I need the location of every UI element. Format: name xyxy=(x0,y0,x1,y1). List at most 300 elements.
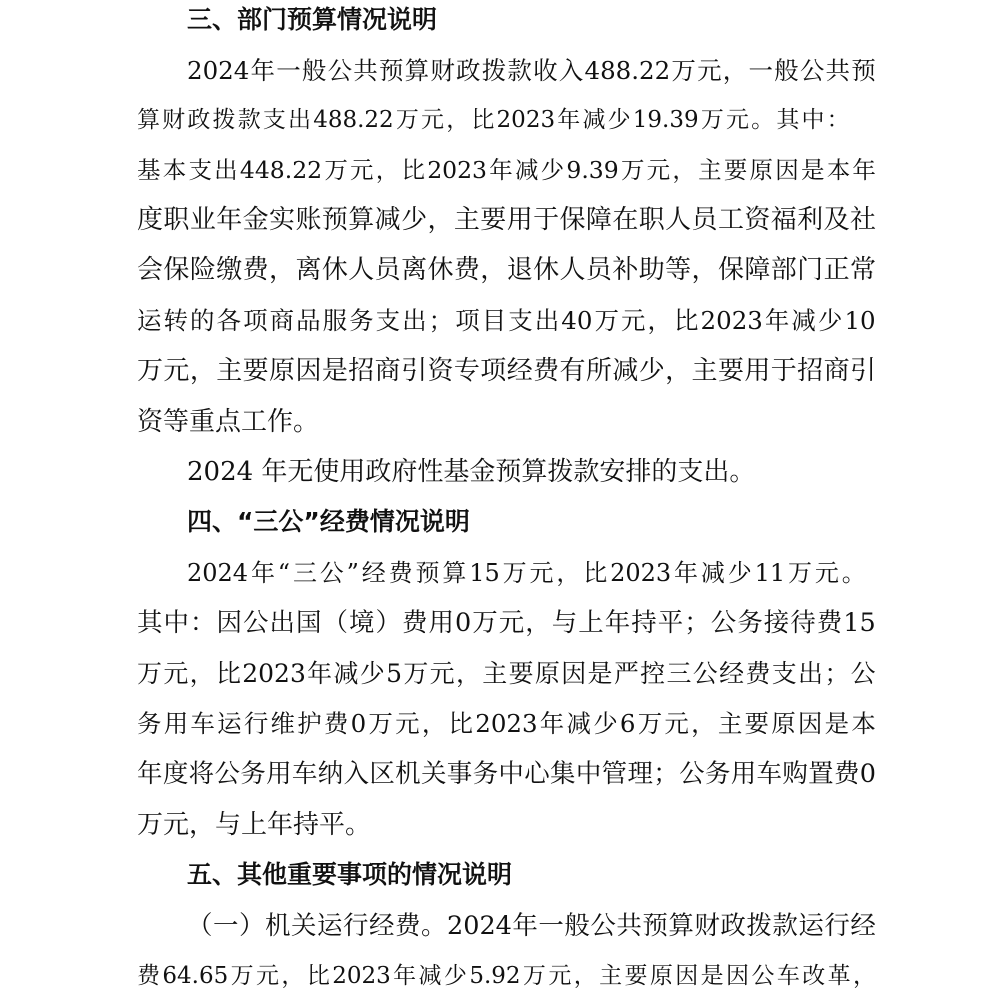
glyph: 主 xyxy=(482,659,508,688)
glyph: 财 xyxy=(694,911,720,941)
glyph: 2023 xyxy=(610,559,672,587)
glyph: “ xyxy=(277,559,291,587)
glyph: 平 xyxy=(657,608,684,638)
glyph: 改 xyxy=(802,963,826,989)
line-text xyxy=(137,100,850,140)
glyph: 算 xyxy=(348,205,375,235)
glyph: 度 xyxy=(137,205,164,235)
glyph: 年 xyxy=(216,205,243,235)
line-text xyxy=(187,906,876,946)
line-text xyxy=(187,51,876,91)
paragraph-line xyxy=(187,51,876,91)
glyph: 公 xyxy=(327,56,353,85)
glyph: 9.39 xyxy=(566,156,619,184)
glyph: 预 xyxy=(851,56,876,85)
paragraph-line xyxy=(137,301,876,341)
glyph: 比 xyxy=(401,156,425,184)
glyph: 因 xyxy=(561,659,587,688)
glyph: 区 xyxy=(369,759,395,789)
glyph: 本 xyxy=(851,709,876,738)
glyph: 元 xyxy=(395,709,420,738)
glyph: 是 xyxy=(824,709,850,738)
glyph: 出 xyxy=(269,608,296,638)
glyph: 用 xyxy=(163,709,189,738)
glyph: ， xyxy=(647,306,672,335)
glyph: 务 xyxy=(349,306,374,335)
section-heading-4 xyxy=(187,502,470,542)
glyph: 算 xyxy=(442,559,467,587)
glyph: 服 xyxy=(322,306,348,335)
glyph: ， xyxy=(722,56,748,85)
glyph: 心 xyxy=(524,759,550,789)
glyph: 少 xyxy=(401,205,428,235)
glyph: 行 xyxy=(343,911,369,941)
glyph: ， xyxy=(691,709,716,738)
glyph: 减 xyxy=(566,709,591,738)
glyph: 部 xyxy=(770,255,797,285)
glyph: 保 xyxy=(163,255,190,285)
glyph: 元 xyxy=(664,709,689,738)
glyph: 预 xyxy=(642,911,668,941)
glyph: 保 xyxy=(559,205,586,235)
paragraph-line xyxy=(137,351,876,391)
glyph: （ xyxy=(187,911,213,941)
glyph: 2024 xyxy=(187,559,249,587)
glyph: 15 xyxy=(469,559,500,587)
glyph: 万 xyxy=(472,608,498,638)
glyph: 年 xyxy=(604,608,631,638)
glyph: 比 xyxy=(448,709,474,738)
line-text xyxy=(137,200,876,240)
glyph: 年 xyxy=(393,963,417,989)
glyph: 置 xyxy=(808,759,834,789)
glyph: 比 xyxy=(215,659,241,688)
glyph: ， xyxy=(480,255,507,285)
glyph: 元 xyxy=(421,107,445,133)
glyph: 费 xyxy=(242,255,269,285)
glyph: 会 xyxy=(137,255,164,285)
glyph: 费 xyxy=(745,659,771,688)
glyph: 元 xyxy=(620,306,646,335)
glyph: 务 xyxy=(137,709,162,738)
glyph: 算 xyxy=(668,911,694,941)
line-text xyxy=(137,654,876,694)
glyph: ； xyxy=(684,608,710,638)
glyph: 2023 xyxy=(496,107,556,133)
line-text xyxy=(137,250,876,290)
glyph: 2023 xyxy=(332,963,391,989)
glyph: 接 xyxy=(763,608,790,638)
glyph: 车 xyxy=(291,759,318,789)
glyph: 费 xyxy=(533,356,560,386)
glyph: 休 xyxy=(533,255,560,285)
glyph: 正 xyxy=(823,255,850,285)
glyph: 用 xyxy=(506,205,533,235)
glyph: 拨 xyxy=(746,911,772,941)
glyph: 要 xyxy=(723,156,748,184)
glyph: 各 xyxy=(216,306,242,335)
glyph: 招 xyxy=(348,356,375,386)
glyph: 门 xyxy=(797,255,824,285)
glyph: 是 xyxy=(587,659,613,688)
glyph: 费 xyxy=(816,608,843,638)
glyph: 0 xyxy=(455,608,472,638)
glyph: 19.39 xyxy=(632,107,699,133)
glyph: 保 xyxy=(717,255,744,285)
line-text xyxy=(137,150,876,190)
glyph: 费 xyxy=(388,559,413,587)
glyph: 基 xyxy=(137,156,161,184)
glyph: 障 xyxy=(744,255,771,285)
glyph: ， xyxy=(421,709,447,738)
glyph: 年 xyxy=(852,156,876,184)
glyph: 金 xyxy=(242,205,269,235)
glyph: 原 xyxy=(269,356,296,386)
glyph: 商 xyxy=(269,306,295,335)
glyph: 减 xyxy=(418,963,442,989)
glyph: 账 xyxy=(295,205,322,235)
glyph: 万 xyxy=(368,709,393,738)
glyph: 控 xyxy=(640,659,666,688)
glyph: 年 xyxy=(489,156,513,184)
glyph: ） xyxy=(239,911,265,941)
glyph: 运 xyxy=(317,911,343,941)
glyph: 运 xyxy=(217,709,242,738)
glyph: 资 xyxy=(744,205,771,235)
glyph: 项 xyxy=(480,356,507,386)
glyph: 一 xyxy=(748,56,773,85)
glyph: 实 xyxy=(269,205,296,235)
glyph: 其 xyxy=(776,107,800,133)
glyph: 务 xyxy=(240,759,266,789)
glyph: ， xyxy=(556,559,581,587)
glyph: 员 xyxy=(374,255,401,285)
glyph: 与 xyxy=(551,608,578,638)
glyph: 费 xyxy=(395,911,421,941)
glyph: 财 xyxy=(162,107,186,133)
glyph: 减 xyxy=(700,559,725,587)
glyph: ， xyxy=(672,156,696,184)
glyph: 三 xyxy=(292,559,317,587)
glyph: 车 xyxy=(756,759,783,789)
glyph: 主 xyxy=(691,356,718,386)
glyph: 于 xyxy=(770,356,797,386)
glyph: 工 xyxy=(717,205,744,235)
glyph: 原 xyxy=(534,659,560,688)
glyph: 待 xyxy=(790,608,816,638)
glyph: ， xyxy=(853,963,876,989)
glyph: 万 xyxy=(637,709,663,738)
glyph: ， xyxy=(691,255,718,285)
glyph: 机 xyxy=(395,759,421,789)
glyph: ； xyxy=(428,306,454,335)
glyph: 中 xyxy=(498,759,524,789)
glyph: 所 xyxy=(585,356,612,386)
glyph: 一 xyxy=(538,911,564,941)
glyph: 比 xyxy=(583,559,608,587)
glyph: 离 xyxy=(401,255,428,285)
glyph: ， xyxy=(573,963,597,989)
glyph: 6 xyxy=(619,709,636,738)
glyph: 11 xyxy=(754,559,786,587)
glyph: 元 xyxy=(256,963,280,989)
glyph: 2023 xyxy=(427,156,488,184)
glyph: 休 xyxy=(321,255,348,285)
glyph: 元 xyxy=(697,56,722,85)
glyph: 车 xyxy=(776,963,800,989)
glyph: 政 xyxy=(187,107,211,133)
glyph: 般 xyxy=(564,911,590,941)
glyph: ， xyxy=(446,107,470,133)
glyph: 公 xyxy=(679,759,705,789)
glyph: 一 xyxy=(276,56,301,85)
glyph: 因 xyxy=(675,963,699,989)
section-heading-3 xyxy=(187,0,437,40)
glyph: 少 xyxy=(638,356,665,386)
glyph: 预 xyxy=(378,56,404,85)
glyph: 减 xyxy=(582,107,606,133)
glyph: 2024 xyxy=(187,56,250,85)
glyph: 。 xyxy=(841,559,866,587)
glyph: 元 xyxy=(350,156,374,184)
glyph: 及 xyxy=(823,205,850,235)
glyph: 共 xyxy=(616,911,642,941)
glyph: 行 xyxy=(824,911,850,941)
glyph: 比 xyxy=(674,306,699,335)
glyph: 2023 xyxy=(700,306,763,335)
glyph: ， xyxy=(269,255,296,285)
glyph: 减 xyxy=(791,306,816,335)
glyph: 费 xyxy=(402,608,428,638)
glyph: 离 xyxy=(295,255,322,285)
glyph: 15 xyxy=(843,608,876,638)
paragraph-line xyxy=(187,906,876,946)
glyph: 少 xyxy=(540,156,565,184)
line-text xyxy=(137,603,876,643)
glyph: 万 xyxy=(788,559,812,587)
paragraph-line xyxy=(137,805,371,845)
line-text xyxy=(137,351,876,391)
glyph: 万 xyxy=(700,107,724,133)
glyph: 要 xyxy=(624,963,648,989)
glyph: 利 xyxy=(797,205,824,235)
glyph: 万 xyxy=(137,659,163,688)
glyph: 公 xyxy=(692,659,718,688)
glyph: 公 xyxy=(799,56,825,85)
glyph: 事 xyxy=(446,759,473,789)
glyph: 招 xyxy=(797,356,824,386)
glyph: 中 xyxy=(801,107,825,133)
paragraph-line xyxy=(137,402,319,442)
glyph: 支 xyxy=(508,306,533,335)
glyph: 万 xyxy=(137,356,164,386)
glyph: 488.22 xyxy=(584,56,671,85)
line-text xyxy=(187,553,866,593)
glyph: 减 xyxy=(333,659,359,688)
line-text xyxy=(137,301,876,341)
glyph: 专 xyxy=(453,356,480,386)
paragraph-line xyxy=(137,956,876,993)
glyph: 补 xyxy=(612,255,639,285)
glyph: 是 xyxy=(321,356,348,386)
glyph: 商 xyxy=(374,356,401,386)
glyph: 常 xyxy=(849,255,876,285)
glyph: 原 xyxy=(649,963,673,989)
glyph: 10 xyxy=(844,306,876,335)
glyph: 元 xyxy=(646,156,671,184)
glyph: 政 xyxy=(456,56,481,85)
glyph: 本 xyxy=(826,156,851,184)
glyph: 商 xyxy=(823,356,850,386)
glyph: 费 xyxy=(453,255,480,285)
line-text xyxy=(137,704,876,744)
glyph: 机 xyxy=(265,911,291,941)
glyph: 本 xyxy=(162,156,187,184)
paragraph-line xyxy=(137,603,876,643)
glyph: 少 xyxy=(593,709,618,738)
line-text: 万元，与上年持平。 xyxy=(137,810,372,840)
glyph: 支 xyxy=(188,156,212,184)
glyph: 元 xyxy=(814,559,839,587)
glyph: 务 xyxy=(737,608,763,638)
glyph: 项 xyxy=(243,306,268,335)
glyph: 款 xyxy=(507,56,532,85)
glyph: 5 xyxy=(386,659,403,688)
glyph: 万 xyxy=(522,963,546,989)
glyph: ： xyxy=(190,608,216,638)
glyph: 资 xyxy=(427,356,454,386)
glyph: 其 xyxy=(137,608,163,638)
glyph: 人 xyxy=(348,255,375,285)
glyph: 少 xyxy=(443,963,467,989)
glyph: 年 xyxy=(764,306,790,335)
glyph: 40 xyxy=(561,306,593,335)
glyph: 预 xyxy=(415,559,440,587)
glyph: 年 xyxy=(307,659,333,688)
glyph: 国 xyxy=(296,608,322,638)
glyph: 车 xyxy=(190,709,215,738)
glyph: 革 xyxy=(827,963,851,989)
glyph: 元 xyxy=(429,659,455,688)
glyph: 纳 xyxy=(317,759,344,789)
glyph: ， xyxy=(665,356,692,386)
glyph: 2024 xyxy=(447,911,512,941)
glyph: 般 xyxy=(301,56,327,85)
glyph: 减 xyxy=(612,356,639,386)
glyph: 般 xyxy=(774,56,799,85)
glyph: 维 xyxy=(270,709,296,738)
glyph: 运 xyxy=(798,911,824,941)
glyph: 款 xyxy=(772,911,798,941)
glyph: 减 xyxy=(514,156,539,184)
glyph: 中 xyxy=(575,759,602,789)
glyph: 引 xyxy=(849,356,876,386)
glyph: 严 xyxy=(613,659,639,688)
glyph: 因 xyxy=(216,608,243,638)
glyph: 拨 xyxy=(212,107,236,133)
glyph: 业 xyxy=(189,205,216,235)
glyph: 福 xyxy=(770,205,797,235)
glyph: 度 xyxy=(162,759,189,789)
glyph: 主 xyxy=(453,205,480,235)
glyph: 元 xyxy=(163,356,190,386)
glyph: 境 xyxy=(349,608,375,638)
glyph: 是 xyxy=(800,156,825,184)
glyph: 少 xyxy=(607,107,631,133)
glyph: 因 xyxy=(295,356,322,386)
glyph: 共 xyxy=(353,56,378,85)
glyph: ； xyxy=(653,759,679,789)
glyph: 比 xyxy=(471,107,495,133)
glyph: 障 xyxy=(585,205,612,235)
glyph: 用 xyxy=(266,759,292,789)
glyph: 万 xyxy=(502,559,527,587)
glyph: 要 xyxy=(508,659,534,688)
paragraph-line xyxy=(137,200,876,240)
glyph: 原 xyxy=(771,709,796,738)
glyph: 5.92 xyxy=(469,963,521,989)
glyph: 拨 xyxy=(481,56,507,85)
glyph: 共 xyxy=(825,56,851,85)
glyph: 要 xyxy=(717,356,744,386)
glyph: 64.65 xyxy=(162,963,229,989)
glyph: 休 xyxy=(427,255,454,285)
glyph: 收 xyxy=(533,56,558,85)
glyph: 算 xyxy=(404,56,430,85)
glyph: 主 xyxy=(698,156,722,184)
glyph: 2023 xyxy=(475,709,538,738)
glyph: 的 xyxy=(190,306,215,335)
glyph: 职 xyxy=(638,205,665,235)
glyph: 488.22 xyxy=(313,107,394,133)
paragraph-line xyxy=(137,704,876,744)
glyph: 款 xyxy=(237,107,261,133)
glyph: 万 xyxy=(620,156,645,184)
glyph: 公 xyxy=(243,608,269,638)
glyph: 项 xyxy=(455,306,480,335)
glyph: 中 xyxy=(163,608,190,638)
glyph: 在 xyxy=(612,205,639,235)
line-text: 资等重点工作。 xyxy=(137,407,320,437)
glyph: 品 xyxy=(296,306,321,335)
glyph: 退 xyxy=(506,255,533,285)
glyph: ” xyxy=(346,559,359,587)
glyph: 人 xyxy=(665,205,692,235)
glyph: 算 xyxy=(137,107,160,133)
glyph: 集 xyxy=(550,759,576,789)
glyph: ， xyxy=(525,608,551,638)
glyph: 护 xyxy=(297,709,322,738)
glyph: 比 xyxy=(306,963,330,989)
glyph: 要 xyxy=(480,205,507,235)
glyph: 原 xyxy=(749,156,774,184)
glyph: 有 xyxy=(559,356,586,386)
glyph: 用 xyxy=(744,356,771,386)
glyph: 关 xyxy=(420,759,447,789)
glyph: 务 xyxy=(472,759,499,789)
glyph: 出 xyxy=(288,107,312,133)
glyph: 元 xyxy=(548,963,572,989)
glyph: 出 xyxy=(402,306,427,335)
glyph: 万 xyxy=(230,963,254,989)
glyph: 用 xyxy=(730,759,757,789)
glyph: 万 xyxy=(395,107,419,133)
glyph: 缴 xyxy=(216,255,243,285)
glyph: 年 xyxy=(674,559,699,587)
glyph: 引 xyxy=(401,356,428,386)
glyph: ： xyxy=(826,107,850,133)
glyph: 经 xyxy=(361,559,386,587)
